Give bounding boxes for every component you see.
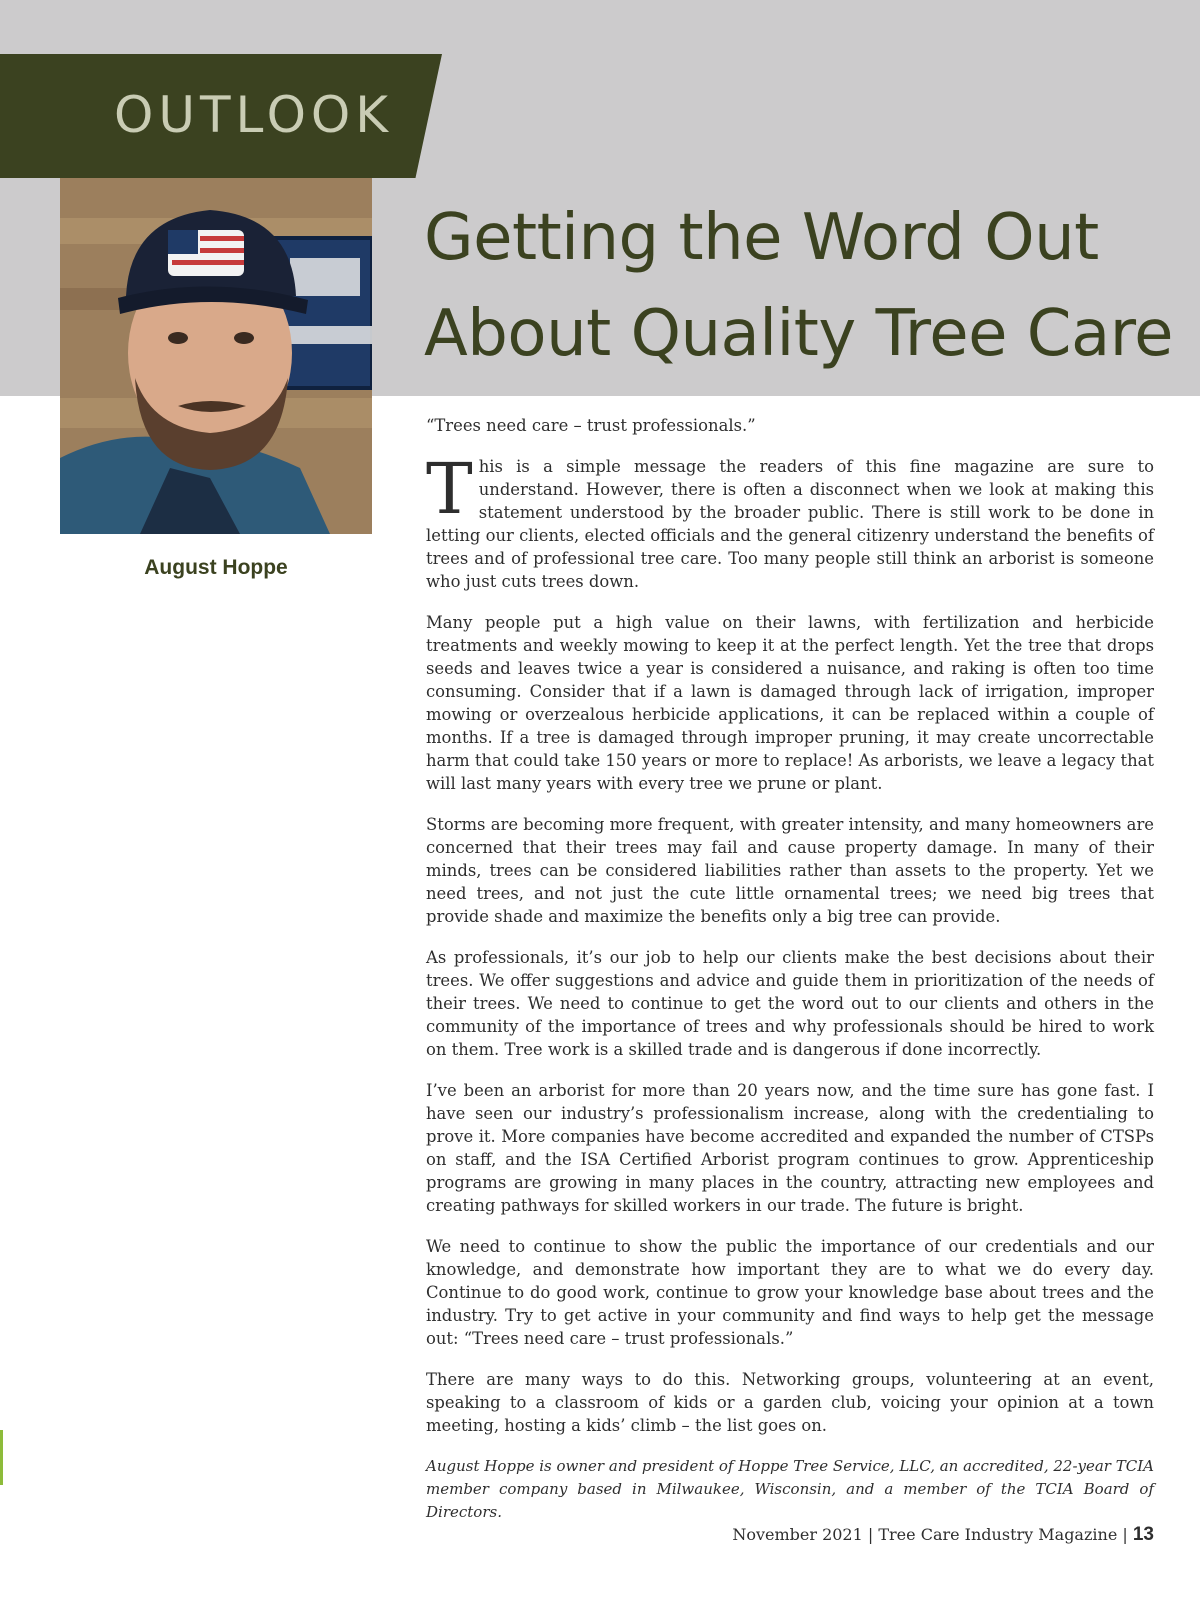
author-bio: August Hoppe is owner and president of Hoppe Tree Service, LLC, an accredited, 22-year TCIA member company based in Milwaukee, Wisconsin, and a member of the TCIA Board of Directors. bbox=[426, 1457, 1154, 1521]
paragraph-1-text: his is a simple message the readers of this fine magazine are sure to understand. However, there is often a disconnect when we look at making this statement understood by the broader public. There is still work to be done in letting our clients, elected officials and the general citizenry understand the benefits of trees and of professional tree care. Too many people still think an arborist is someone who just cuts trees down. bbox=[426, 457, 1154, 591]
article-title-line-1: Getting the Word Out bbox=[424, 201, 1099, 275]
drop-cap: T bbox=[426, 448, 473, 530]
article-body bbox=[426, 414, 1154, 1542]
paragraph-6: We need to continue to show the public the importance of our credentials and our knowledge, and demonstrate how important they are to what we do every day. Continue to do good work, continue to grow your knowledge base about trees and the industry. Try to get active in your community and find ways to help get the message out: “Trees need care – trust professionals.” bbox=[426, 1237, 1154, 1348]
author-portrait-illustration bbox=[60, 178, 372, 534]
paragraph-2: Many people put a high value on their lawns, with fertilization and herbicide treatments and weekly mowing to keep it at the perfect length. Yet the tree that drops seeds and leaves twice a year is considered a nuisance, and raking is often too time consuming. Consider that if a lawn is damaged through lack of irrigation, improper mowing or overzealous herbicide applications, it can be replaced within a couple of months. If a tree is damaged through improper pruning, it may create uncorrectable harm that could take 150 years or more to replace! As arborists, we leave a legacy that will last many years with every tree we prune or plant. bbox=[426, 613, 1155, 793]
paragraph-4: As professionals, it’s our job to help our clients make the best decisions about their trees. We offer suggestions and advice and guide them in prioritization of the needs of their trees. We need to continue to get the word out to our clients and others in the community of the importance of trees and why professionals should be hired to work on them. Tree work is a skilled trade and is dangerous if done incorrectly. bbox=[426, 948, 1154, 1059]
side-rule bbox=[0, 1430, 3, 1485]
article-title-line-2: About Quality Tree Care bbox=[424, 297, 1173, 371]
photo-caption: August Hoppe bbox=[144, 556, 288, 579]
section-label: OUTLOOK bbox=[114, 86, 394, 144]
paragraph-3: Storms are becoming more frequent, with greater intensity, and many homeowners are concerned that their trees may fail and cause property damage. In many of their minds, trees can be considered liabilities rather than assets to the property. Yet we need trees, and not just the cute little ornamental trees; we need big trees that provide shade and maximize the benefits only a big tree can provide. bbox=[426, 815, 1154, 926]
paragraph-5: I’ve been an arborist for more than 20 years now, and the time sure has gone fast. I have seen our industry’s professionalism increase, along with the credentialing to prove it. More companies have become accredited and expanded the number of CTSPs on staff, and the ISA Certified Arborist program continues to grow. Apprenticeship programs are growing in many places in the country, attracting new employees and creating pathways for skilled workers in our trade. The future is bright. bbox=[426, 1081, 1154, 1215]
paragraph-1 bbox=[426, 448, 1154, 593]
pull-quote: “Trees need care – trust professionals.” bbox=[426, 416, 756, 435]
article-title bbox=[424, 190, 1184, 382]
footer-issue: November 2021 | Tree Care Industry Magazine | bbox=[732, 1525, 1133, 1544]
page-footer bbox=[732, 1524, 1154, 1546]
author-photo bbox=[60, 178, 372, 534]
paragraph-7: There are many ways to do this. Networking groups, volunteering at an event, speaking to a classroom of kids or a garden club, voicing your opinion at a town meeting, hosting a kids’ climb – the list goes on. bbox=[426, 1370, 1154, 1435]
page-number: 13 bbox=[1132, 1524, 1154, 1545]
